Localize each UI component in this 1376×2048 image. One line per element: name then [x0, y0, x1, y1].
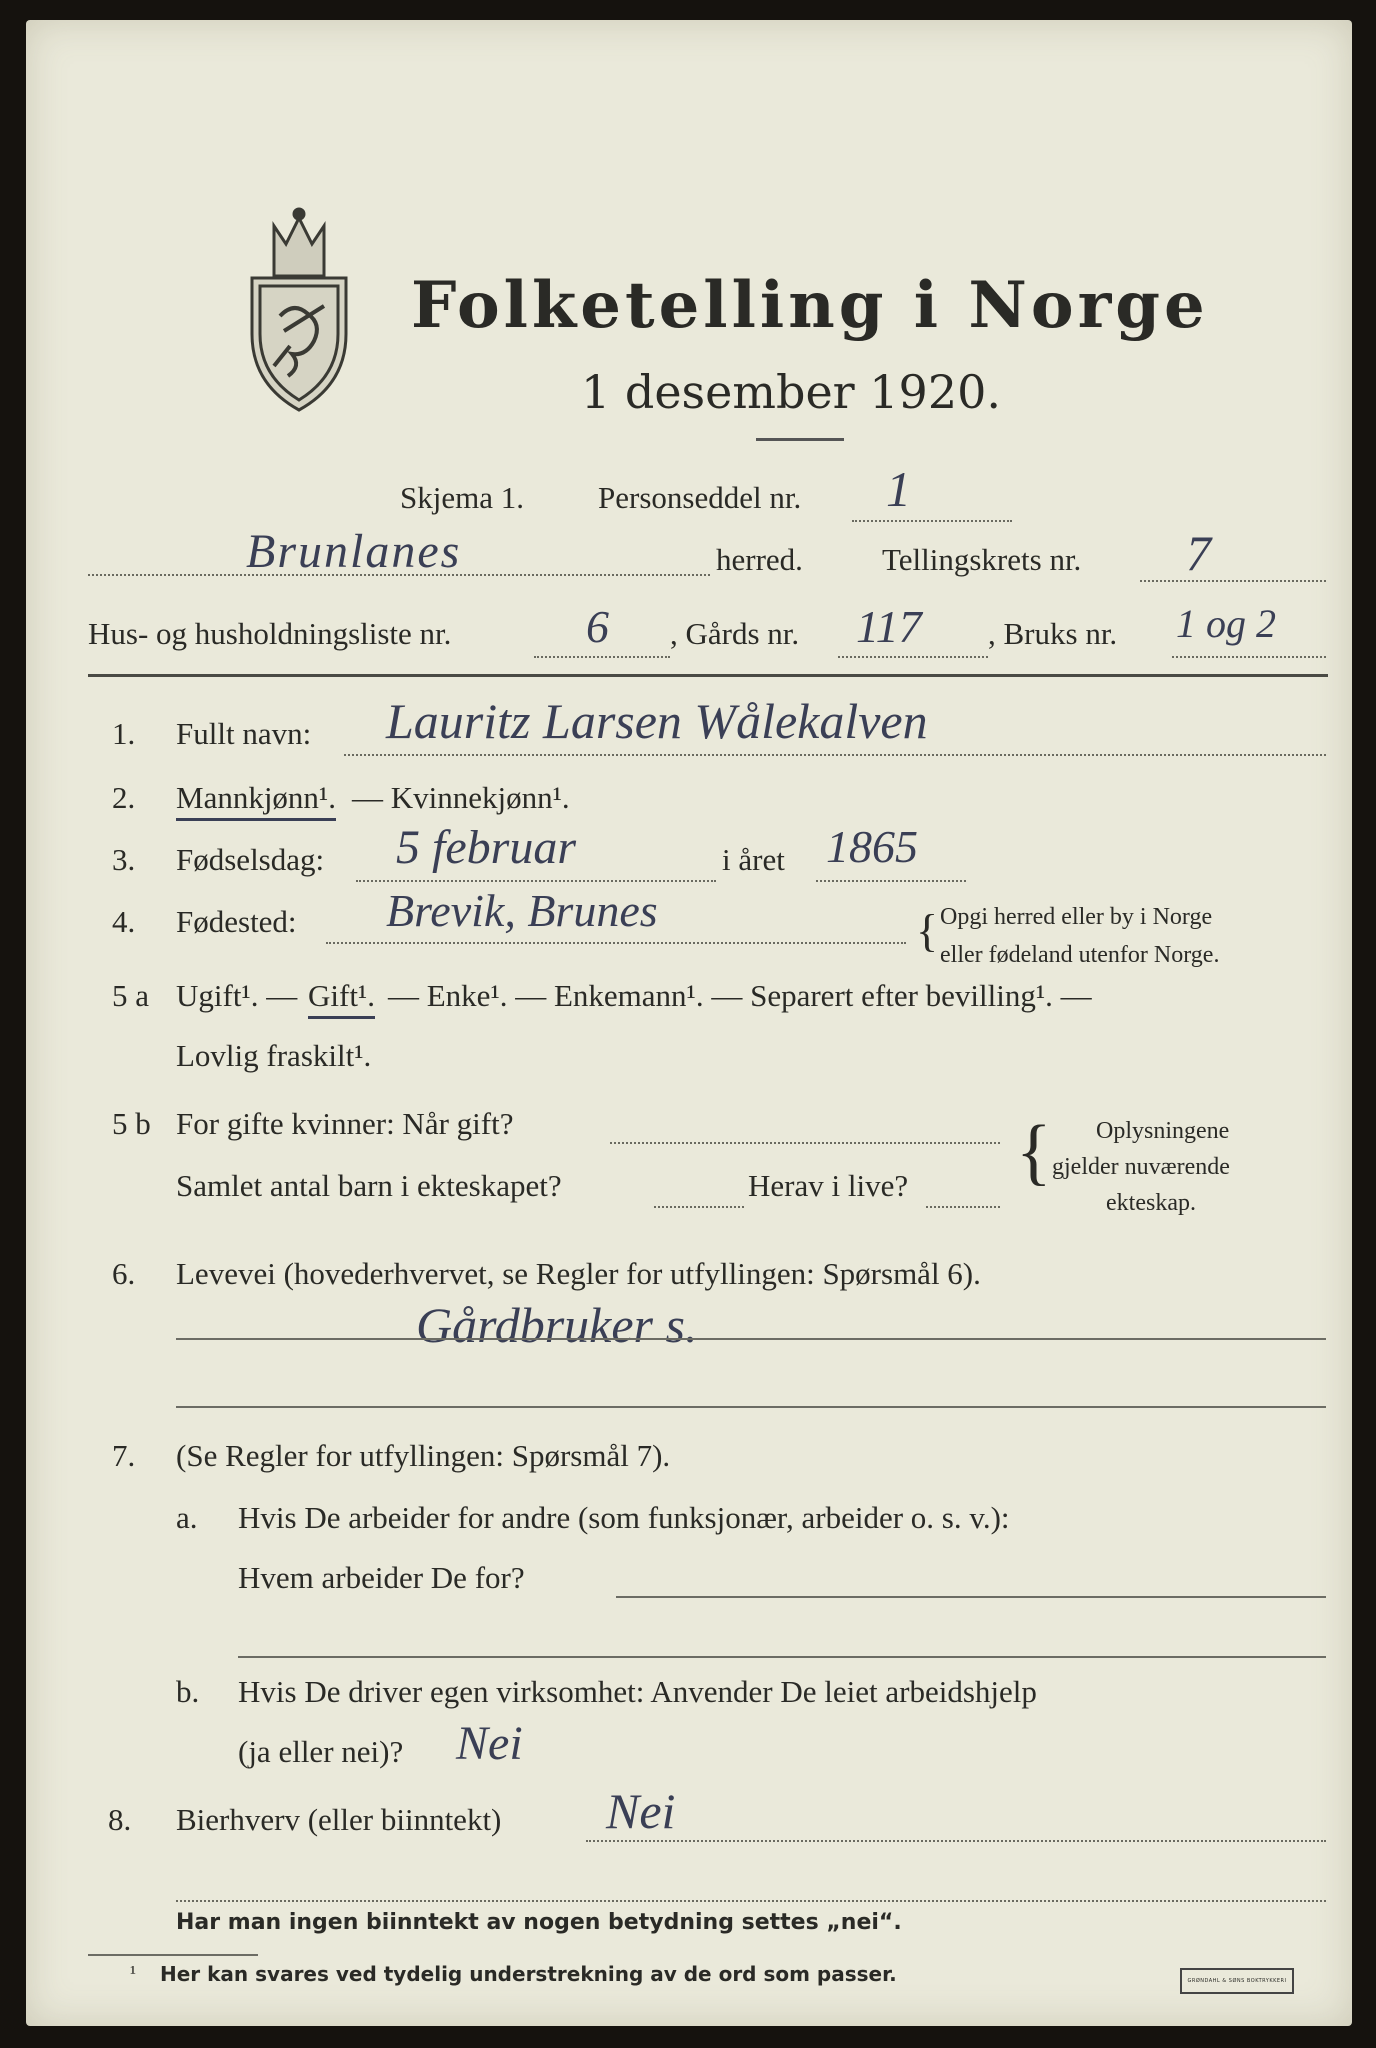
q7b-ja-nei: (ja eller nei)? [238, 1734, 404, 1769]
q1-label: Fullt navn: [176, 716, 312, 751]
q3-date-line [356, 880, 716, 882]
q5b-note-line2: gjelder nuværende [1052, 1154, 1230, 1180]
personseddel-line [852, 520, 1012, 522]
q5b-i-live-line [926, 1206, 1000, 1208]
gards-value: 117 [856, 601, 922, 652]
q3-value: 5 februar [396, 821, 576, 874]
footnote-marker: ¹ [130, 1962, 136, 1984]
q5a-lovlig-fraskilt: Lovlig fraskilt¹. [176, 1038, 372, 1073]
q1-number: 1. [112, 716, 136, 751]
q8-value: Nei [606, 1783, 676, 1839]
hus-line [534, 656, 670, 658]
bruks-value: 1 og 2 [1176, 601, 1276, 646]
census-form-page [26, 20, 1352, 2026]
q4-line [326, 942, 906, 944]
tellingskrets-label: Tellingskrets nr. [882, 542, 1082, 577]
census-date: 1 desember 1920. [581, 365, 1001, 419]
q7a-marker: a. [176, 1500, 198, 1535]
q8-line2 [176, 1900, 1326, 1902]
q6-label: Levevei (hovederhvervet, se Regler for utfyllingen: Spørsmål 6). [176, 1256, 981, 1291]
personseddel-label: Personseddel nr. [598, 480, 802, 515]
q4-number: 4. [112, 904, 136, 939]
gards-line [838, 656, 988, 658]
q5b-label-nar-gift: For gifte kvinner: Når gift? [176, 1106, 514, 1141]
q5b-note-line1: Oplysningene [1096, 1118, 1230, 1144]
q3-number: 3. [112, 842, 136, 877]
q6-line1 [176, 1338, 1326, 1340]
gards-label: , Gårds nr. [670, 616, 800, 651]
q7-number: 7. [112, 1438, 136, 1473]
q4-note-line2: eller fødeland utenfor Norge. [940, 942, 1220, 968]
q8-line1 [586, 1840, 1326, 1842]
q5b-label-i-live: Herav i live? [748, 1168, 909, 1203]
q7-label: (Se Regler for utfyllingen: Spørsmål 7). [176, 1438, 671, 1473]
form-title: Folketelling i Norge [411, 268, 1209, 343]
tellingskrets-value: 7 [1186, 525, 1211, 581]
q5b-label-antal-barn: Samlet antal barn i ekteskapet? [176, 1168, 562, 1203]
q7b-value: Nei [456, 1717, 523, 1770]
q5b-antal-barn-line [654, 1206, 744, 1208]
herred-label: herred. [716, 542, 803, 577]
bruks-line [1172, 656, 1326, 658]
q7a-hvem: Hvem arbeider De for? [238, 1560, 525, 1595]
bruks-label: , Bruks nr. [988, 616, 1118, 651]
q3-year-line [816, 880, 966, 882]
tellingskrets-line [1140, 580, 1326, 582]
q7a-line1 [616, 1596, 1326, 1598]
q7b-question: Hvis De driver egen virksomhet: Anvender De leiet arbeidshjelp [238, 1674, 1037, 1709]
q4-value: Brevik, Brunes [386, 885, 658, 936]
printer-mark [1180, 1968, 1294, 1994]
personseddel-value: 1 [886, 461, 911, 517]
herred-value: Brunlanes [246, 525, 462, 578]
footnote-text: Her kan svares ved tydelig understrekning av de ord som passer. [160, 1962, 897, 1986]
hus-label: Hus- og husholdningsliste nr. [88, 616, 452, 651]
q8-number: 8. [108, 1802, 132, 1837]
q5a-other-options: — Enke¹. — Enkemann¹. — Separert efter bevilling¹. — [388, 978, 1092, 1013]
q7a-question: Hvis De arbeider for andre (som funksjonær, arbeider o. s. v.): [238, 1500, 1010, 1535]
q2-kvinnekjonn: — Kvinnekjønn¹. [352, 780, 570, 815]
q4-note-line1: Opgi herred eller by i Norge [940, 904, 1213, 930]
q4-brace: { [916, 905, 939, 956]
header-divider [88, 674, 1328, 677]
q1-line [344, 754, 1326, 756]
q6-number: 6. [112, 1256, 136, 1291]
q6-value: Gårdbruker s. [416, 1297, 698, 1353]
q3-year: 1865 [826, 821, 918, 872]
q3-label: Fødselsdag: [176, 842, 325, 877]
skjema-label: Skjema 1. [400, 480, 524, 515]
q6-line2 [176, 1406, 1326, 1408]
q2-number: 2. [112, 780, 136, 815]
q5b-note-line3: ekteskap. [1106, 1190, 1196, 1216]
q7a-line2 [238, 1656, 1326, 1658]
q5a-number: 5 a [112, 978, 150, 1013]
footnote-divider [88, 1954, 258, 1956]
norwegian-coat-of-arms-icon [244, 206, 354, 416]
q3-aret-label: i året [722, 842, 785, 877]
q2-mannkjonn-underlined: Mannkjønn¹. [176, 780, 336, 821]
q7b-marker: b. [176, 1674, 200, 1709]
q4-label: Fødested: [176, 904, 297, 939]
q5b-nar-gift-line [610, 1142, 1000, 1144]
printer-name: GRØNDAHL & SØNS BOKTRYKKERI [1187, 1978, 1287, 1984]
biinntekt-note: Har man ingen biinntekt av nogen betydning settes „nei“. [176, 1910, 902, 1935]
q5b-number: 5 b [112, 1106, 151, 1141]
title-divider [756, 438, 844, 441]
hus-value: 6 [586, 601, 609, 652]
q5b-brace: { [1016, 1111, 1052, 1193]
q5a-ugift: Ugift¹. — [176, 978, 298, 1013]
q5a-gift-underlined: Gift¹. [308, 978, 375, 1019]
q8-label: Bierhverv (eller biinntekt) [176, 1802, 502, 1837]
q1-value: Lauritz Larsen Wålekalven [386, 693, 928, 749]
